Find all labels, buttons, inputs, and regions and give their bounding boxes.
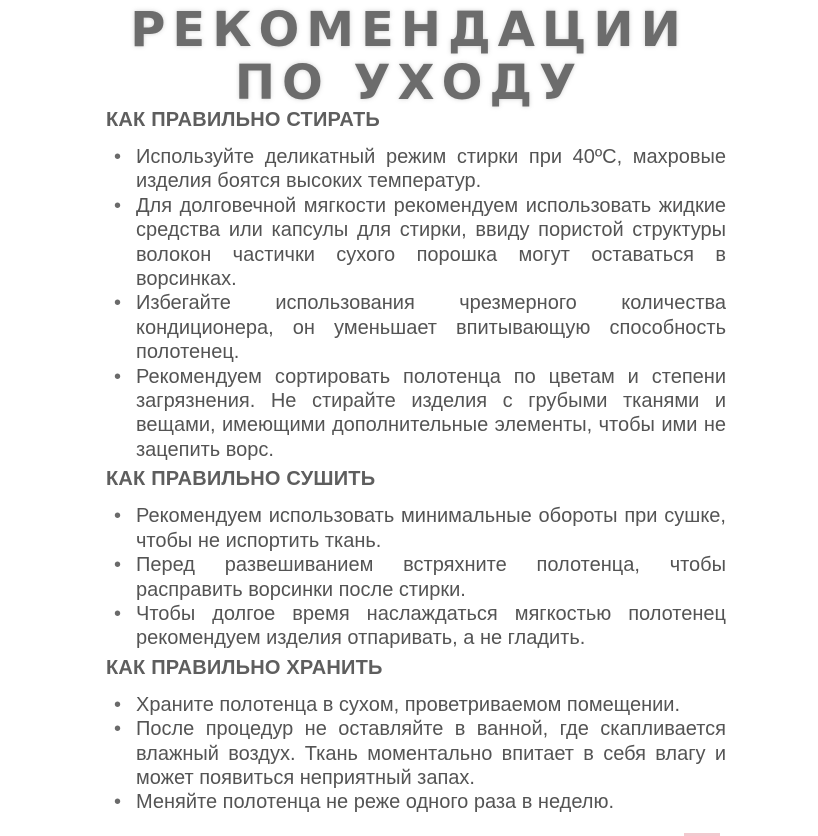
section-heading-drying: КАК ПРАВИЛЬНО СУШИТЬ [106, 468, 376, 491]
page-title [0, 4, 818, 110]
bullet-icon: • [114, 718, 122, 741]
storage-list [106, 693, 726, 815]
list-item-text: Используйте деликатный режим стирки при 40ºС, махровые изделия боятся высоких температур. [136, 146, 726, 193]
drying-list [106, 504, 726, 650]
list-item [106, 602, 726, 651]
list-item [106, 194, 726, 292]
list-item-text: Рекомендуем сортировать полотенца по цветам и степени загрязнения. Не стирайте изделия с грубыми тканями и вещами, имеющими дополнительные элементы, чтобы ими не зацепить ворс. [136, 365, 726, 461]
bullet-icon: • [114, 693, 122, 716]
list-item [106, 504, 726, 553]
list-item [106, 365, 726, 463]
list-item [106, 717, 726, 790]
list-item-text: После процедур не оставляйте в ванной, где скапливается влажный воздух. Ткань моментально впитает в себя влагу и может появиться неприятный запах. [136, 718, 726, 789]
content [106, 107, 726, 815]
bullet-icon: • [114, 365, 122, 388]
bullet-icon: • [114, 791, 122, 814]
list-item [106, 790, 726, 814]
section-heading-storage: КАК ПРАВИЛЬНО ХРАНИТЬ [106, 656, 383, 679]
list-item-text: Перед развешиванием встряхните полотенца, чтобы расправить ворсинки после стирки. [136, 554, 726, 601]
list-item-text: Для долговечной мягкости рекомендуем использовать жидкие средства или капсулы для стирки, ввиду пористой структуры волокон частички сухого порошка могут оставаться в ворсинках. [136, 194, 726, 291]
section-heading-washing: КАК ПРАВИЛЬНО СТИРАТЬ [106, 109, 380, 131]
bullet-icon: • [114, 146, 122, 168]
list-item [106, 145, 726, 194]
washing-list [106, 145, 726, 462]
list-item [106, 291, 726, 364]
list-item-text: Храните полотенца в сухом, проветриваемом помещении. [136, 693, 681, 716]
list-item-text: Меняйте полотенца не реже одного раза в неделю. [136, 791, 614, 814]
bullet-icon: • [114, 602, 122, 625]
page-title-line-2: ПО УХОДУ [234, 55, 584, 111]
list-item [106, 693, 726, 717]
list-item [106, 553, 726, 602]
page-title-line-1: РЕКОМЕНДАЦИИ [130, 2, 688, 58]
bullet-icon: • [114, 194, 122, 217]
bullet-icon: • [114, 505, 122, 528]
list-item-text: Чтобы долгое время наслаждаться мягкостью полотенец рекомендуем изделия отпаривать, а не гладить. [136, 602, 726, 650]
list-item-text: Избегайте использования чрезмерного количества кондиционера, он уменьшает впитывающую способность полотенец. [136, 292, 726, 364]
list-item-text: Рекомендуем использовать минимальные обороты при сушке, чтобы не испортить ткань. [136, 505, 726, 552]
bullet-icon: • [114, 554, 122, 577]
bullet-icon: • [114, 292, 122, 315]
